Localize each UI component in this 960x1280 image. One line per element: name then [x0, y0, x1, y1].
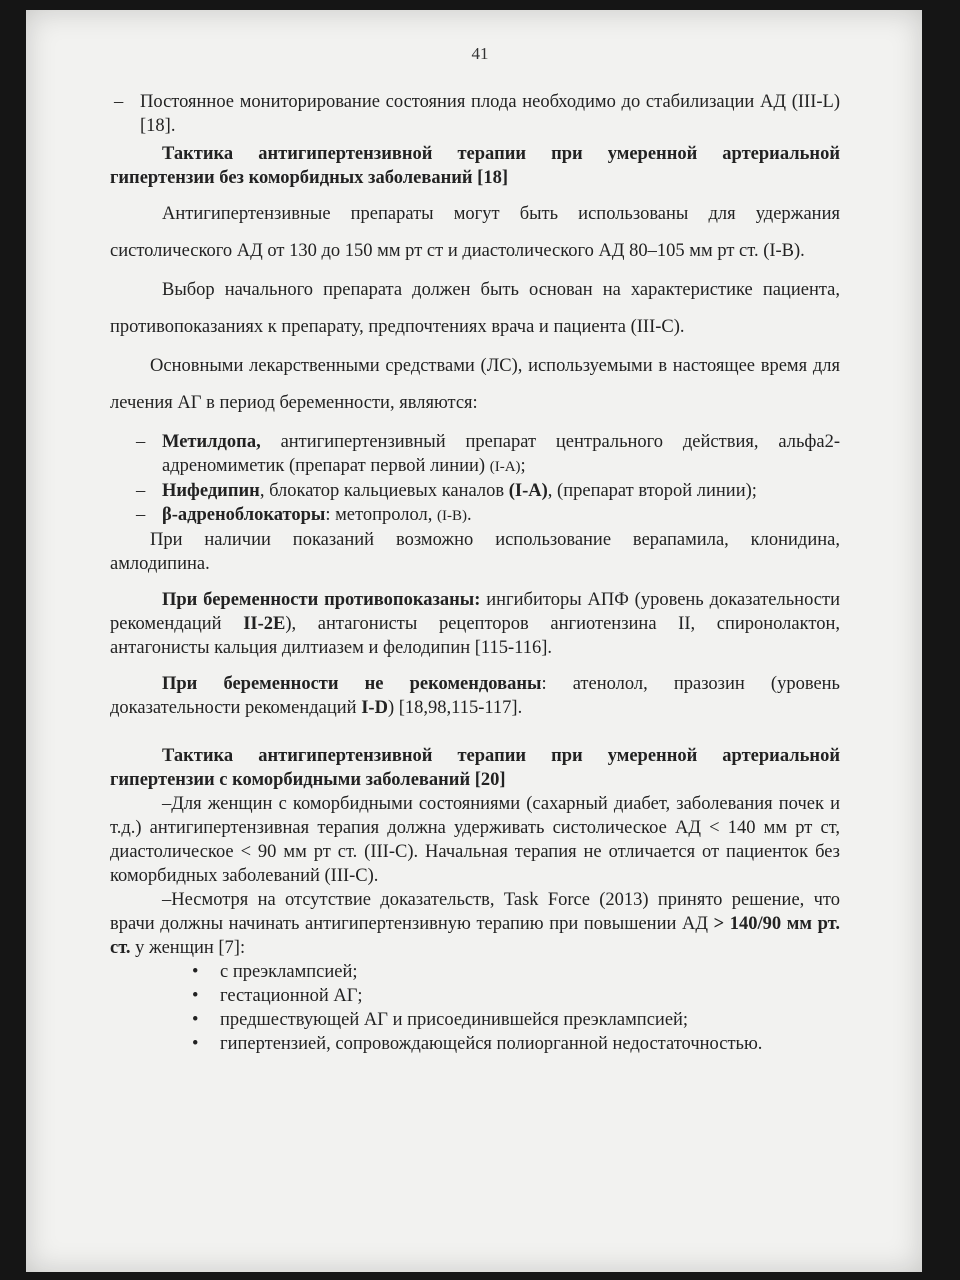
document-body — [110, 88, 840, 1056]
evidence-level: (I-A) — [489, 459, 521, 475]
bp-threshold: > 140/90 мм рт. ст. — [110, 914, 840, 958]
task-force-text: –Несмотря на отсутствие доказательств, Task Force (2013) принято решение, что врачи должны начинать антигипертензивную терапию при повышении АД — [110, 890, 840, 934]
contraindicated-text-end: ), антагонисты рецепторов ангиотензина II, спиронолактон, антагонисты кальция дилтиазем и фелодипин [115-116]. — [110, 614, 840, 658]
task-force-text-end: у женщин [7]: — [130, 938, 246, 958]
contraindicated-text: ингибиторы АПФ (уровень доказательности рекомендаций — [110, 590, 840, 634]
list-item — [192, 960, 840, 984]
monitoring-item — [110, 90, 840, 138]
list-item-text: гипертензией, сопровождающейся полиорганной недостаточностью. — [220, 1034, 763, 1054]
women-categories-list — [110, 960, 840, 1056]
bullet-icon: • — [192, 962, 199, 982]
bullet-icon: • — [192, 986, 199, 1006]
drug-tail: . — [466, 505, 472, 525]
drug-item-nifedipine — [110, 479, 840, 503]
list-item-text: с преэклампсией; — [220, 962, 358, 982]
paragraph-contraindicated — [110, 588, 840, 660]
drug-name: Метилдопа, — [162, 432, 261, 452]
bullet-icon: • — [192, 1034, 199, 1054]
not-recommended-text: : атенолол, празозин (уровень доказательности рекомендаций — [110, 674, 840, 718]
paragraph-not-recommended — [110, 672, 840, 720]
monitoring-text: Постоянное мониторирование состояния плода необходимо до стабилизации АД (III-L) [18]. — [140, 92, 840, 136]
paragraph-main-drugs: Основными лекарственными средствами (ЛС), используемыми в настоящее время для лечения АГ в период беременности, являются: — [110, 356, 840, 413]
drug-item-beta-blockers — [110, 503, 840, 528]
section-heading-without-comorbid: Тактика антигипертензивной терапии при умеренной артериальной гипертензии без коморбидных заболеваний [18] — [110, 144, 840, 188]
not-recommended-text-end: ) [18,98,115-117]. — [387, 698, 523, 718]
not-recommended-label: При беременности не рекомендованы — [162, 674, 542, 694]
drug-name: Нифедипин — [162, 481, 260, 501]
list-item — [192, 1008, 840, 1032]
evidence-level: (I-A) — [508, 481, 548, 501]
evidence-level: I-D — [361, 698, 388, 718]
list-item — [192, 1032, 840, 1056]
paragraph-drug-choice: Выбор начального препарата должен быть основан на характеристике пациента, противопоказаниях к препарату, предпочтениях врача и пациента (III-C). — [110, 280, 840, 337]
drug-list — [110, 430, 840, 528]
bullet-icon: • — [192, 1010, 199, 1030]
drug-name: β-адреноблокаторы — [162, 505, 326, 525]
dash-bullet: – — [114, 92, 124, 112]
paragraph-alternatives: При наличии показаний возможно использование верапамила, клонидина, амлодипина. — [110, 530, 840, 574]
drug-tail: , (препарат второй линии); — [547, 481, 757, 501]
drug-item-methyldopa — [110, 430, 840, 479]
section-heading-with-comorbid: Тактика антигипертензивной терапии при умеренной артериальной гипертензии с коморбидными заболеваний [20] — [110, 746, 840, 790]
list-item-text: предшествующей АГ и присоединившейся преэклампсией; — [220, 1010, 689, 1030]
list-item — [192, 984, 840, 1008]
dash-bullet: – — [136, 481, 146, 501]
list-item-text: гестационной АГ; — [220, 986, 363, 1006]
drug-tail: ; — [520, 456, 526, 476]
drug-description: , блокатор кальциевых каналов — [259, 481, 509, 501]
paragraph-comorbid-targets: –Для женщин с коморбидными состояниями (сахарный диабет, заболевания почек и т.д.) антигипертензивная терапия должна удерживать систолическое АД < 140 мм рт ст, диастолическое < 90 мм рт ст. (III-C). Начальная терапия не отличается от пациенток без коморбидных заболеваний (III-C). — [110, 794, 840, 886]
dash-bullet: – — [136, 505, 146, 525]
paragraph-bp-targets: Антигипертензивные препараты могут быть использованы для удержания систолического АД от 130 до 150 мм рт ст и диастолического АД 80–105 мм рт ст. (I-B). — [110, 204, 840, 261]
evidence-level: II-2E — [243, 614, 286, 634]
paragraph-task-force — [110, 888, 840, 960]
drug-description: антигипертензивный препарат центрального действия, альфа2-адреномиметик (препарат первой линии) — [162, 432, 840, 476]
evidence-level: (I-B) — [436, 508, 467, 524]
dash-bullet: – — [136, 432, 146, 452]
drug-description: : метопролол, — [325, 505, 437, 525]
contraindicated-label: При беременности противопоказаны: — [162, 590, 481, 610]
page-number: 41 — [471, 44, 489, 63]
